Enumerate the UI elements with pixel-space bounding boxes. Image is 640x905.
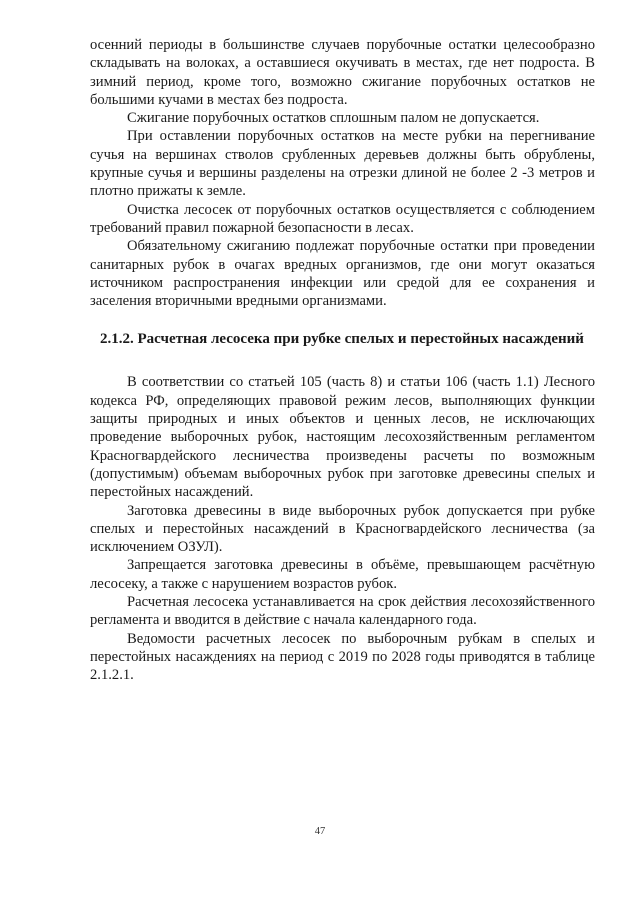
- paragraph-mandatory-burning: Обязательному сжиганию подлежат порубочные остатки при проведении санитарных рубок в очагах вредных организмов, где они могут оказаться источником распространения инфекции или средой для ее сохранения и заселения вторичными вредными организмами.: [90, 238, 595, 310]
- paragraph-table-reference: Ведомости расчетных лесосек по выборочным рубкам в спелых и перестойных насаждениях на период с 2019 по 2028 годы приводятся в таблице 2.1.2.1.: [90, 630, 595, 684]
- paragraph-forest-code: В соответствии со статьей 105 (часть 8) и статьи 106 (часть 1.1) Лесного кодекса РФ, определяющих правовой режим лесов, выполняющих функции защиты природных и иных объектов и ценных лесов, не исключающих проведение выборочных рубок, настоящим лесохозяйственным регламентом Красногвардейского лесничества произведены расчеты по возможным (допустимым) объемам выборочных рубок при заготовке древесины спелых и перестойных насаждений.: [90, 374, 595, 501]
- paragraph-clearing-cutting-areas: Очистка лесосек от порубочных остатков осуществляется с соблюдением требований правил пожарной безопасности в лесах.: [90, 201, 595, 236]
- paragraph-prohibition: Запрещается заготовка древесины в объёме, превышающем расчётную лесосеку, а также с нарушением возрастов рубок.: [90, 557, 595, 592]
- document-page: [90, 36, 595, 685]
- paragraph-continuation: осенний периоды в большинстве случаев порубочные остатки целесообразно складывать на волоках, а оставшиеся окучивать в местах, где нет подроста. В зимний период, кроме того, возможно сжигание порубочных остатков не большими кучами в местах без подроста.: [90, 37, 595, 108]
- section-heading: 2.1.2. Расчетная лесосека при рубке спелых и перестойных насаждений: [100, 331, 584, 348]
- paragraph-selective-harvesting: Заготовка древесины в виде выборочных рубок допускается при рубке спелых и перестойных насаждений в Красногвардейского лесничества (за исключением ОЗУЛ).: [90, 502, 595, 556]
- paragraph-allowable-cut-term: Расчетная лесосека устанавливается на срок действия лесохозяйственного регламента и вводится в действие с начала календарного года.: [90, 594, 595, 629]
- paragraph-leaving-residues: При оставлении порубочных остатков на месте рубки на перегнивание сучья на вершинах стволов срубленных деревьев должны быть обрублены, крупные сучья и вершины разделены на отрезки длиной не более 2 -3 метров и плотно прижаты к земле.: [90, 128, 595, 200]
- page-number: 47: [314, 826, 326, 837]
- paragraph-burning-prohibited: Сжигание порубочных остатков сплошным палом не допускается.: [127, 110, 540, 127]
